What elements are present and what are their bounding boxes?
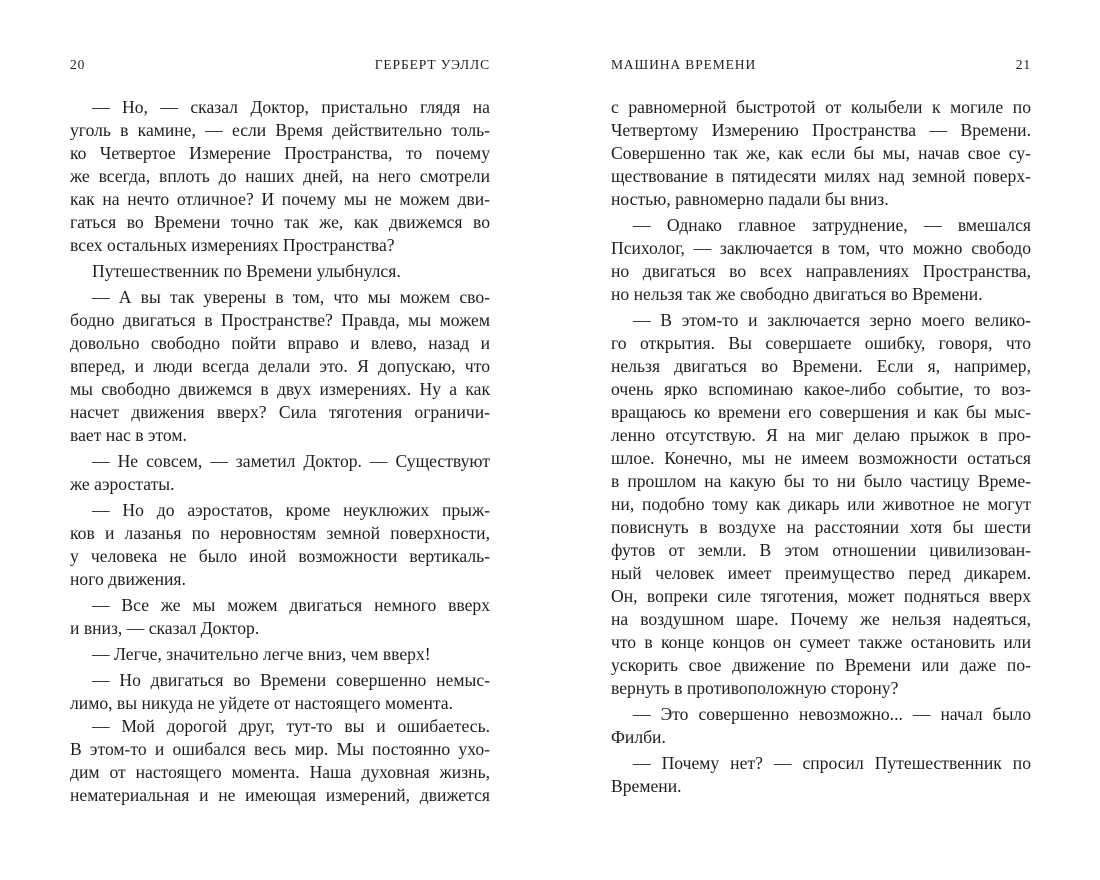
text-line: — Однако главное затруднение, — вмешался <box>633 215 1031 235</box>
text-line: ный человек имеет преимущество перед дикарем. <box>611 563 1031 583</box>
text-line: ко Четвертое Измерение Пространства, то почему <box>70 143 490 163</box>
text-line: ускорить свое движение по Времени или даже по- <box>611 655 1031 675</box>
text-line: — Это совершенно невозможно... — начал было <box>633 704 1031 724</box>
text-line: с равномерной быстротой от колыбели к могиле по <box>611 97 1031 117</box>
left-page-number: 20 <box>70 57 86 72</box>
text-line: что в конце концов он сумеет также остановить или <box>611 632 1031 652</box>
text-line: очень ярко вспоминаю какое-либо событие, то воз- <box>611 379 1031 399</box>
text-line: гаться во Времени точно так же, как движемся во <box>70 212 490 232</box>
text-line: мы свободно движемся в двух измерениях. Ну а как <box>70 379 490 399</box>
text-line: футов от земли. В этом отношении цивилизован- <box>611 540 1031 560</box>
text-line: — Но двигаться во Времени совершенно немыс- <box>92 670 490 690</box>
text-line: Времени. <box>611 776 682 796</box>
text-line: — А вы так уверены в том, что мы можем сво- <box>92 287 490 307</box>
text-line: — В этом-то и заключается зерно моего велико- <box>633 310 1031 330</box>
text-line: как на нечто отличное? И почему мы не можем дви- <box>70 189 490 209</box>
text-line: нельзя двигаться во Времени. Если я, например, <box>611 356 1031 376</box>
text-line: у человека не было иной возможности вертикаль- <box>70 546 490 566</box>
text-line: ществование в пятидесяти милях над земной поверх- <box>611 166 1031 186</box>
text-line: ков и лазанья по неровностям земной поверхности, <box>70 523 490 543</box>
text-line: — Мой дорогой друг, тут-то вы и ошибаетесь. <box>92 716 490 736</box>
text-line: но нельзя так же свободно двигаться во Времени. <box>611 284 983 304</box>
text-line: на воздушном шаре. Почему же нельзя надеяться, <box>611 609 1031 629</box>
text-line: вращаюсь ко времени его совершения и как бы мыс- <box>611 402 1031 422</box>
text-line: но двигаться во всех направлениях Пространства, <box>611 261 1031 281</box>
text-line: вает нас в этом. <box>70 425 187 445</box>
text-line: и вниз, — сказал Доктор. <box>70 618 260 638</box>
left-page-header <box>70 57 490 77</box>
text-line: — Но до аэростатов, кроме неуклюжих прыж- <box>92 500 490 520</box>
text-line: вперед, и люди всегда делали это. Я допускаю, что <box>70 356 490 376</box>
text-line: довольно свободно пойти вправо и влево, назад и <box>70 333 490 353</box>
text-line: ностью, равномерно падали бы вниз. <box>611 189 889 209</box>
text-line: лимо, вы никуда не уйдете от настоящего момента. <box>70 693 454 713</box>
left-page-text <box>70 96 490 807</box>
text-line: Совершенно так же, как если бы мы, начав свое су- <box>611 143 1031 163</box>
right-running-head: МАШИНА ВРЕМЕНИ <box>611 57 757 72</box>
right-page-header <box>611 57 1031 77</box>
text-line: же всегда, вплоть до наших дней, на него смотрели <box>70 166 490 186</box>
text-line: го открытия. Вы совершаете ошибку, говоря, что <box>611 333 1031 353</box>
text-line: ни, подобно тому как дикарь или животное не могут <box>611 494 1031 514</box>
text-line: бодно двигаться в Пространстве? Правда, мы можем <box>70 310 490 330</box>
left-running-head: ГЕРБЕРТ УЭЛЛС <box>374 57 490 72</box>
text-line: дим от настоящего момента. Наша духовная жизнь, <box>70 762 490 782</box>
text-line: ного движения. <box>70 569 186 589</box>
right-page-number: 21 <box>1015 57 1031 72</box>
text-line: — Но, — сказал Доктор, пристально глядя на <box>92 97 490 117</box>
right-page-text <box>611 96 1031 798</box>
text-line: насчет движения вверх? Сила тяготения ограничи- <box>70 402 490 422</box>
text-line: Четвертому Измерению Пространства — Времени. <box>611 120 1031 140</box>
left-page <box>70 0 490 880</box>
text-line: повиснуть в воздухе на расстоянии хотя бы шести <box>611 517 1031 537</box>
text-line: — Не совсем, — заметил Доктор. — Существуют <box>92 451 490 471</box>
text-line: — Все же мы можем двигаться немного вверх <box>92 595 490 615</box>
text-line: ленно отсутствую. Я на миг делаю прыжок в про- <box>611 425 1031 445</box>
text-line: уголь в камине, — если Время действительно толь- <box>70 120 490 140</box>
text-line: шлое. Конечно, мы не имеем возможности остаться <box>611 448 1031 468</box>
text-line: всех остальных измерениях Пространства? <box>70 235 395 255</box>
text-line: Психолог, — заключается в том, что можно свободо <box>611 238 1031 258</box>
text-line: Он, вопреки силе тяготения, может подняться вверх <box>611 586 1031 606</box>
text-line: — Почему нет? — спросил Путешественник по <box>633 753 1031 773</box>
right-page <box>611 0 1031 880</box>
text-line: Путешественник по Времени улыбнулся. <box>92 261 401 281</box>
text-line: В этом-то и ошибался весь мир. Мы постоянно ухо- <box>70 739 490 759</box>
text-line: вернуть в противоположную сторону? <box>611 678 899 698</box>
text-line: в прошлом на какую бы то ни было частицу Време- <box>611 471 1031 491</box>
text-line: — Легче, значительно легче вниз, чем вверх! <box>92 644 431 664</box>
text-line: нематериальная и не имеющая измерений, движется <box>70 785 490 805</box>
text-line: же аэростаты. <box>70 474 175 494</box>
text-line: Филби. <box>611 727 666 747</box>
